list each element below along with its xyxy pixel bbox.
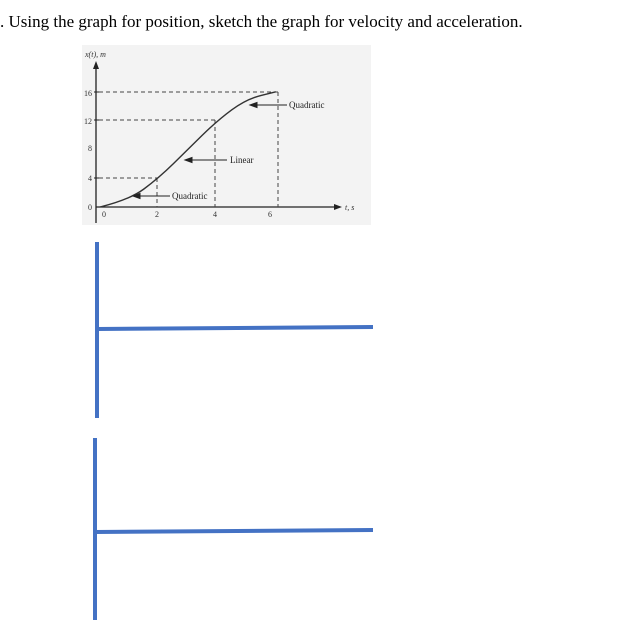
x-axis-label: t, s — [345, 203, 355, 212]
y-tick-4: 4 — [88, 174, 92, 183]
annotation-linear: Linear — [230, 155, 254, 165]
acceleration-horizontal-axis — [95, 530, 373, 532]
annotation-quadratic-bottom: Quadratic — [172, 191, 208, 201]
velocity-horizontal-axis — [97, 327, 373, 329]
y-tick-12: 12 — [84, 117, 92, 126]
y-tick-16: 16 — [84, 89, 92, 98]
acceleration-sketch-axes[interactable] — [95, 438, 373, 620]
annotation-quadratic-top: Quadratic — [289, 100, 325, 110]
x-tick-2: 2 — [155, 210, 159, 219]
x-tick-0: 0 — [102, 210, 106, 219]
x-tick-6: 6 — [268, 210, 272, 219]
y-tick-8: 8 — [88, 144, 92, 153]
x-tick-4: 4 — [213, 210, 217, 219]
y-tick-0: 0 — [88, 203, 92, 212]
velocity-sketch-axes[interactable] — [97, 242, 373, 418]
question-text: . Using the graph for position, sketch the graph for velocity and acceleration. — [0, 12, 523, 31]
y-axis-label: x(t), m — [85, 50, 106, 59]
